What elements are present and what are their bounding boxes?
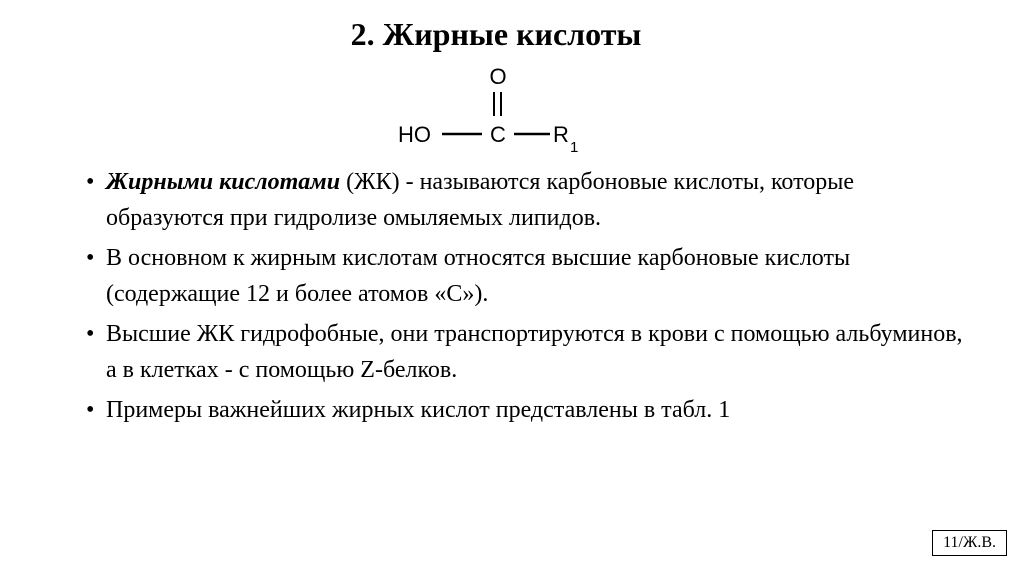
- bullet-text: В основном к жирным кислотам относятся высшие карбоновые кислоты (содержащие 12 и более атомов «С»).: [106, 245, 851, 307]
- formula-diagram: [390, 58, 600, 168]
- carbon-label: C: [490, 122, 506, 147]
- bullet-marker: •: [86, 321, 95, 347]
- radical-subscript: 1: [570, 139, 579, 156]
- bullet-text: (ЖК) - называются карбоновые кислоты, которые образуются при гидролизе омыляемых липидов.: [106, 169, 855, 231]
- bullet-marker: •: [86, 397, 95, 423]
- bullet-marker: •: [86, 245, 95, 271]
- bullet-text: Примеры важнейших жирных кислот представлены в табл. 1: [106, 397, 731, 423]
- bullet-item-transport: [86, 316, 966, 388]
- oxygen-label: O: [489, 64, 507, 89]
- carboxylic-acid-formula: [390, 58, 600, 168]
- slide-number-badge: 11/Ж.В.: [932, 530, 1007, 556]
- title-text: 2. Жирные кислоты: [350, 16, 642, 52]
- definition-term: Жирными кислотами: [106, 169, 341, 195]
- radical-label: R: [553, 122, 569, 147]
- hydroxyl-label: HO: [398, 122, 431, 147]
- slide-title: [0, 14, 1024, 54]
- bullet-item-higher-acids: [86, 240, 966, 312]
- bullet-marker: •: [86, 169, 95, 195]
- bullet-item-examples: [86, 392, 966, 428]
- bullet-list: [86, 164, 966, 432]
- bullet-item-definition: [86, 164, 966, 236]
- bullet-text: Высшие ЖК гидрофобные, они транспортируются в крови с помощью альбуминов, а в клетках - с помощью Z-белков.: [106, 321, 963, 383]
